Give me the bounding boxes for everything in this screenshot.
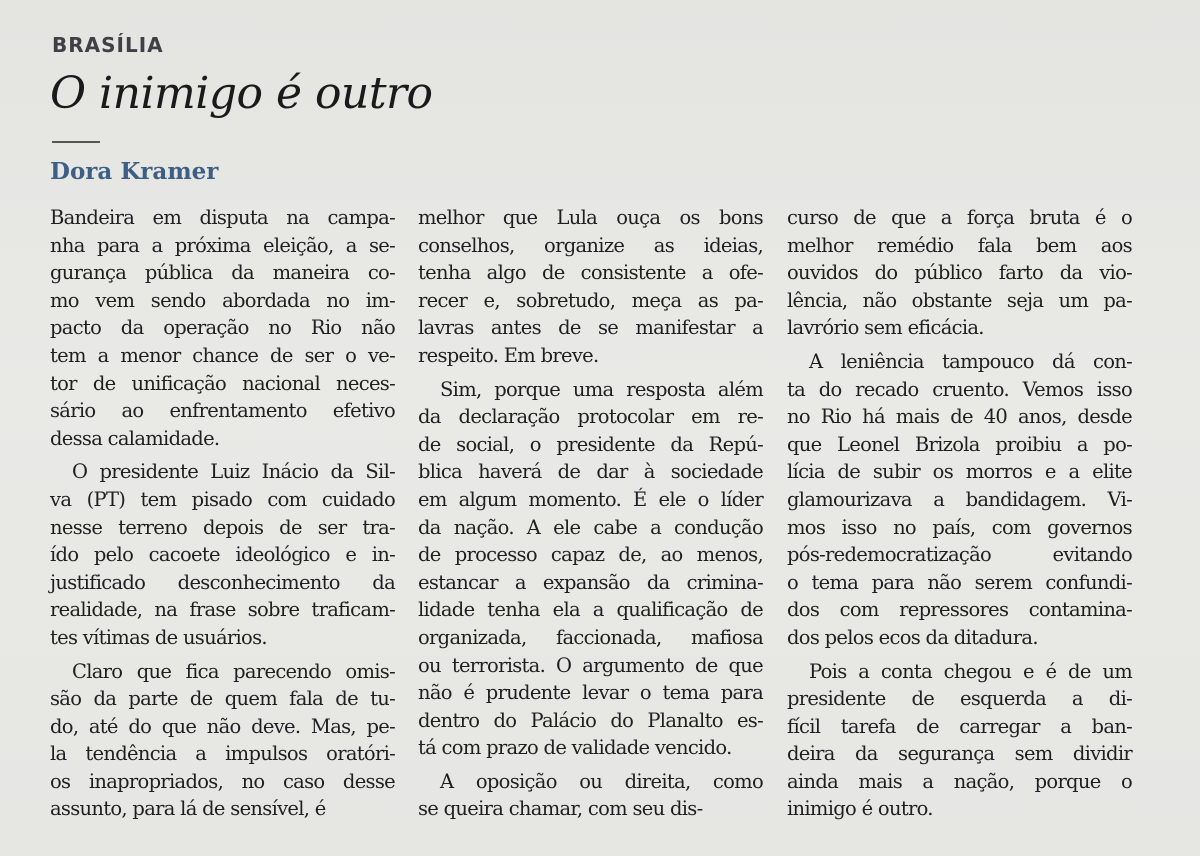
text-line: tor de unificação nacional neces-	[50, 371, 395, 395]
text-line: dentro do Palácio do Planalto es-	[418, 708, 763, 732]
text-line: O presidente Luiz Inácio da Sil-	[72, 460, 395, 484]
text-line: fícil tarefa de carregar a ban-	[787, 714, 1132, 738]
text-line: dos pelos ecos da ditadura.	[787, 625, 1038, 649]
text-line: lência, não obstante seja um pa-	[787, 288, 1132, 312]
text-line: em algum momento. É ele o líder	[418, 487, 763, 511]
text-line: ta do recado cruento. Vemos isso	[787, 377, 1132, 401]
text-line: realidade, na frase sobre traficam-	[50, 598, 395, 622]
text-line: de social, o presidente da Repú-	[418, 432, 763, 456]
text-line: nesse terreno depois de ser tra-	[50, 515, 395, 539]
paragraph	[50, 458, 395, 651]
text-line: lavras antes de se manifestar a	[418, 316, 763, 340]
text-line: que Leonel Brizola proibiu a po-	[787, 432, 1132, 456]
text-line: deira da segurança sem dividir	[787, 742, 1132, 766]
text-line: os inapropriados, no caso desse	[50, 769, 395, 793]
text-column-2	[418, 204, 763, 829]
text-line: se queira chamar, com seu dis-	[418, 797, 703, 821]
text-line: pós-redemocratização evitando	[787, 543, 1132, 567]
text-line: dos com repressores contamina-	[787, 598, 1132, 622]
text-line: va (PT) tem pisado com cuidado	[50, 487, 395, 511]
text-line: justificado desconhecimento da	[50, 570, 395, 594]
text-line: curso de que a força bruta é o	[787, 206, 1132, 229]
paragraph	[787, 348, 1132, 652]
text-line: recer e, sobretudo, meça as pa-	[418, 288, 763, 312]
text-line: tem a menor chance de ser o ve-	[50, 343, 395, 367]
text-line: tenha algo de consistente a ofe-	[418, 261, 763, 285]
text-line: gurança pública da maneira co-	[50, 261, 395, 285]
text-line: ou terrorista. O argumento de que	[418, 653, 763, 677]
text-line: lidade tenha ela a qualificação de	[418, 598, 763, 622]
paragraph	[787, 204, 1132, 342]
paragraph	[50, 658, 395, 824]
text-line: são da parte de quem fala de tu-	[50, 687, 395, 711]
text-line: lícia de subir os morros e a elite	[787, 460, 1132, 484]
paragraph	[50, 204, 395, 452]
text-line: dessa calamidade.	[50, 426, 220, 450]
text-line: Pois a conta chegou e é de um	[809, 659, 1132, 683]
text-line: melhor que Lula ouça os bons	[418, 206, 763, 229]
paragraph	[787, 658, 1132, 824]
text-line: da declaração protocolar em re-	[418, 405, 763, 429]
paragraph	[418, 376, 763, 762]
text-line: Sim, porque uma resposta além	[440, 377, 763, 401]
text-line: mo vem sendo abordada no im-	[50, 288, 395, 312]
text-line: A oposição ou direita, como	[440, 769, 763, 793]
text-line: respeito. Em breve.	[418, 343, 599, 367]
text-line: la tendência a impulsos oratóri-	[50, 742, 395, 766]
text-line: sário ao enfrentamento efetivo	[50, 399, 395, 423]
text-line: do, até do que não deve. Mas, pe-	[50, 714, 395, 738]
headline: O inimigo é outro	[50, 68, 433, 119]
text-line: tes vítimas de usuários.	[50, 625, 267, 649]
text-line: organizada, faccionada, mafiosa	[418, 625, 763, 649]
section-label: BRASÍLIA	[52, 33, 164, 57]
text-line: melhor remédio fala bem aos	[787, 233, 1132, 257]
text-line: presidente de esquerda a di-	[787, 687, 1132, 711]
text-line: tá com prazo de validade vencido.	[418, 736, 732, 760]
text-line: Bandeira em disputa na campa-	[50, 206, 395, 229]
text-line: de processo capaz de, ao menos,	[418, 543, 763, 567]
text-line: estancar a expansão da crimina-	[418, 570, 763, 594]
text-line: conselhos, organize as ideias,	[418, 233, 763, 257]
text-line: da nação. A ele cabe a condução	[418, 515, 763, 539]
text-column-3	[787, 204, 1132, 829]
text-line: lavrório sem eficácia.	[787, 316, 984, 340]
text-column-1	[50, 204, 395, 829]
text-line: A leniência tampouco dá con-	[809, 349, 1132, 373]
text-line: o tema para não serem confundi-	[787, 570, 1132, 594]
text-line: não é prudente levar o tema para	[418, 681, 763, 705]
text-line: ouvidos do público farto da vio-	[787, 261, 1132, 285]
text-line: assunto, para lá de sensível, é	[50, 797, 326, 821]
text-line: no Rio há mais de 40 anos, desde	[787, 405, 1132, 429]
text-line: nha para a próxima eleição, a se-	[50, 233, 395, 257]
text-line: pacto da operação no Rio não	[50, 316, 395, 340]
text-line: mos isso no país, com governos	[787, 515, 1132, 539]
paragraph	[418, 204, 763, 370]
byline: Dora Kramer	[50, 158, 219, 185]
paragraph	[418, 768, 763, 823]
text-line: Claro que fica parecendo omis-	[72, 659, 395, 683]
text-line: blica haverá de dar à sociedade	[418, 460, 763, 484]
text-line: inimigo é outro.	[787, 797, 933, 821]
text-line: glamourizava a bandidagem. Vi-	[787, 487, 1132, 511]
text-line: ído pelo cacoete ideológico e in-	[50, 543, 395, 567]
text-line: ainda mais a nação, porque o	[787, 769, 1132, 793]
headline-rule	[52, 141, 100, 143]
